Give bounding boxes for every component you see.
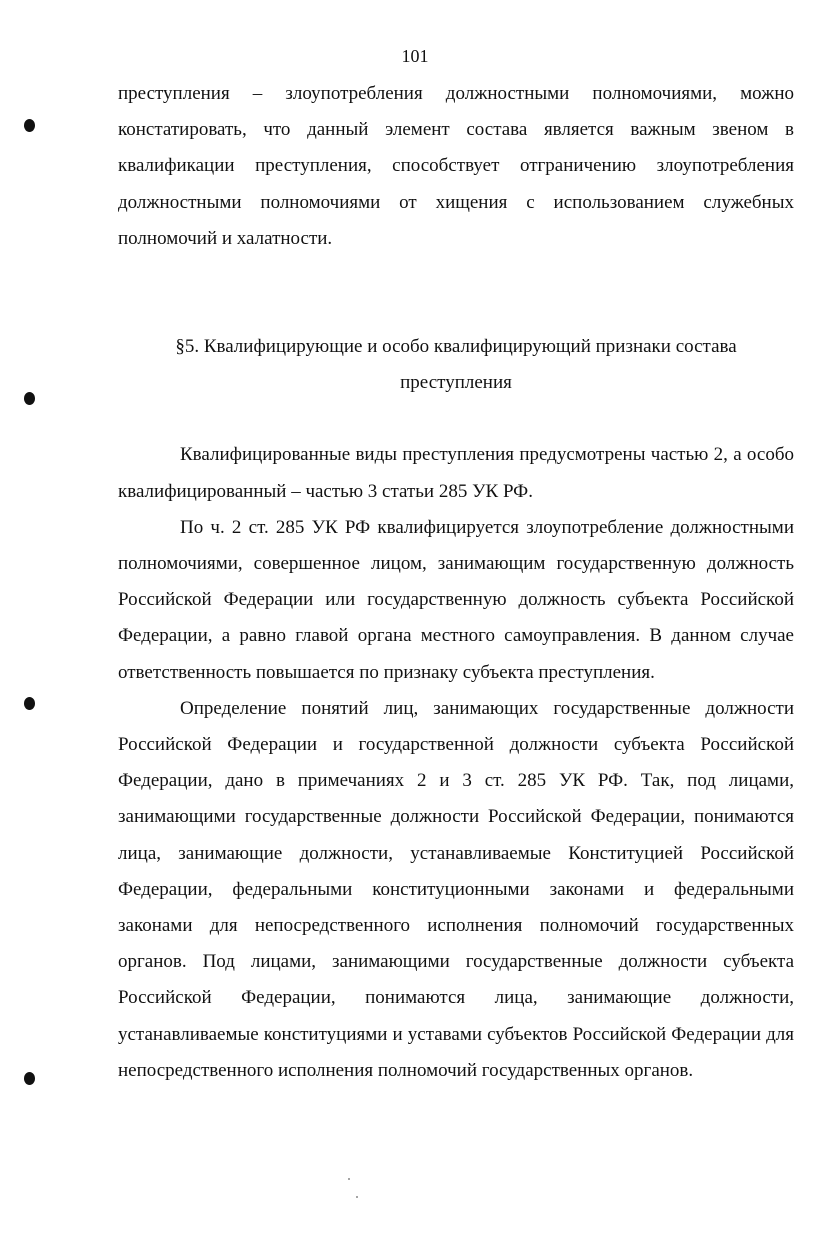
paragraph-2: По ч. 2 ст. 285 УК РФ квалифицируется злоупотребление должностными полномочиями, совершенное лицом, занимающим государственную должность Российской Федерации или государственную должность субъекта Российской Федерации, а равно главой органа местного самоуправления. В данном случае ответственность повышается по признаку субъекта преступления. [118,516,794,683]
continuation-paragraph: преступления – злоупотребления должностными полномочиями, можно констатировать, что данный элемент состава является важным звеном в квалификации преступления, способствует отграничению злоупотребления должностными полномочиями от хищения с использованием служебных полномочий и халатности. [118,83,794,249]
page-number: 101 [401,46,429,66]
punch-hole-mark [24,392,35,405]
punch-hole-mark [24,119,35,132]
paragraph-1: Квалифицированные виды преступления предусмотрены частью 2, а особо квалифицированный – частью 3 статьи 285 УК РФ. [118,444,794,502]
punch-hole-mark [24,1072,35,1085]
document-body [118,76,794,1089]
section-heading-line-2: преступления [400,372,512,394]
punch-hole-mark [24,697,35,710]
paragraph-3: Определение понятий лиц, занимающих государственные должности Российской Федерации и государственной должности субъекта Российской Федерации, дано в примечаниях 2 и 3 ст. 285 УК РФ. Так, под лицами, занимающими государственные должности Российской Федерации, понимаются лица, занимающие должности, устанавливаемые Конституцией Российской Федерации, федеральными конституционными законами и федеральными законами для непосредственного исполнения полномочий государственных органов. Под лицами, занимающими государственные должности субъекта Российской Федерации, понимаются лица, занимающие должности, устанавливаемые конституциями и уставами субъектов Российской Федерации для непосредственного исполнения полномочий государственных органов. [118,697,794,1081]
scan-speck [348,1178,350,1180]
section-heading-line-1: §5. Квалифицирующие и особо квалифицирующий признаки состава [175,336,737,358]
scan-speck [356,1196,358,1198]
section-heading [118,329,794,401]
